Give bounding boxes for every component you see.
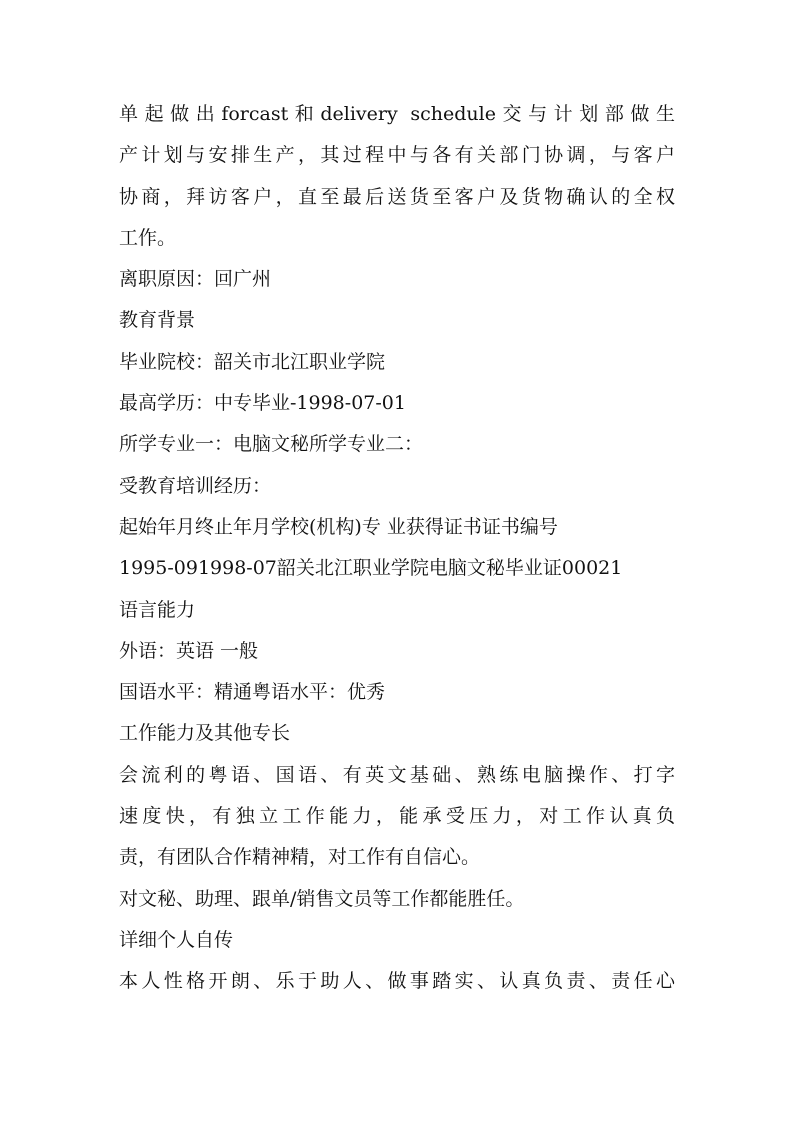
section-heading-autobiography: 详细个人自传 (119, 928, 234, 951)
text-line: 对文秘、助理、跟单/销售文员等工作都能胜任。 (119, 887, 525, 910)
text-line: 本人性格开朗、乐于助人、做事踏实、认真负责、责任心 (119, 970, 675, 993)
text-line: 毕业院校：韶关市北江职业学院 (119, 350, 386, 373)
text-line: 单起做出forcast和delivery schedule交与计划部做生 (119, 103, 675, 125)
text-line: 国语水平：精通粤语水平：优秀 (119, 681, 386, 704)
text-line: 起始年月终止年月学校(机构)专 业获得证书证书编号 (119, 515, 558, 538)
document-body (119, 94, 675, 1003)
text-line: 1995-091998-07韶关北江职业学院电脑文秘毕业证00021 (119, 557, 623, 580)
text-line: 离职原因：回广州 (119, 268, 272, 291)
text-line: 最高学历：中专毕业-1998-07-01 (119, 392, 406, 415)
text-line: 产计划与安排生产，其过程中与各有关部门协调，与客户 (119, 144, 675, 167)
text-line: 协商，拜访客户，直至最后送货至客户及货物确认的全权 (119, 185, 675, 208)
text-line: 会流利的粤语、国语、有英文基础、熟练电脑操作、打字 (119, 763, 675, 786)
section-heading-skills: 工作能力及其他专长 (119, 722, 291, 745)
text-line: 工作。 (119, 226, 177, 249)
text-line: 所学专业一：电脑文秘所学专业二： (119, 433, 424, 456)
text-line: 速度快，有独立工作能力，能承受压力，对工作认真负 (119, 805, 675, 828)
text-line: 外语：英语 一般 (119, 639, 259, 662)
text-line: 受教育培训经历： (119, 474, 272, 497)
section-heading-education: 教育背景 (119, 309, 196, 332)
text-line: 责，有团队合作精神精，对工作有自信心。 (119, 846, 481, 869)
section-heading-language: 语言能力 (119, 598, 196, 621)
